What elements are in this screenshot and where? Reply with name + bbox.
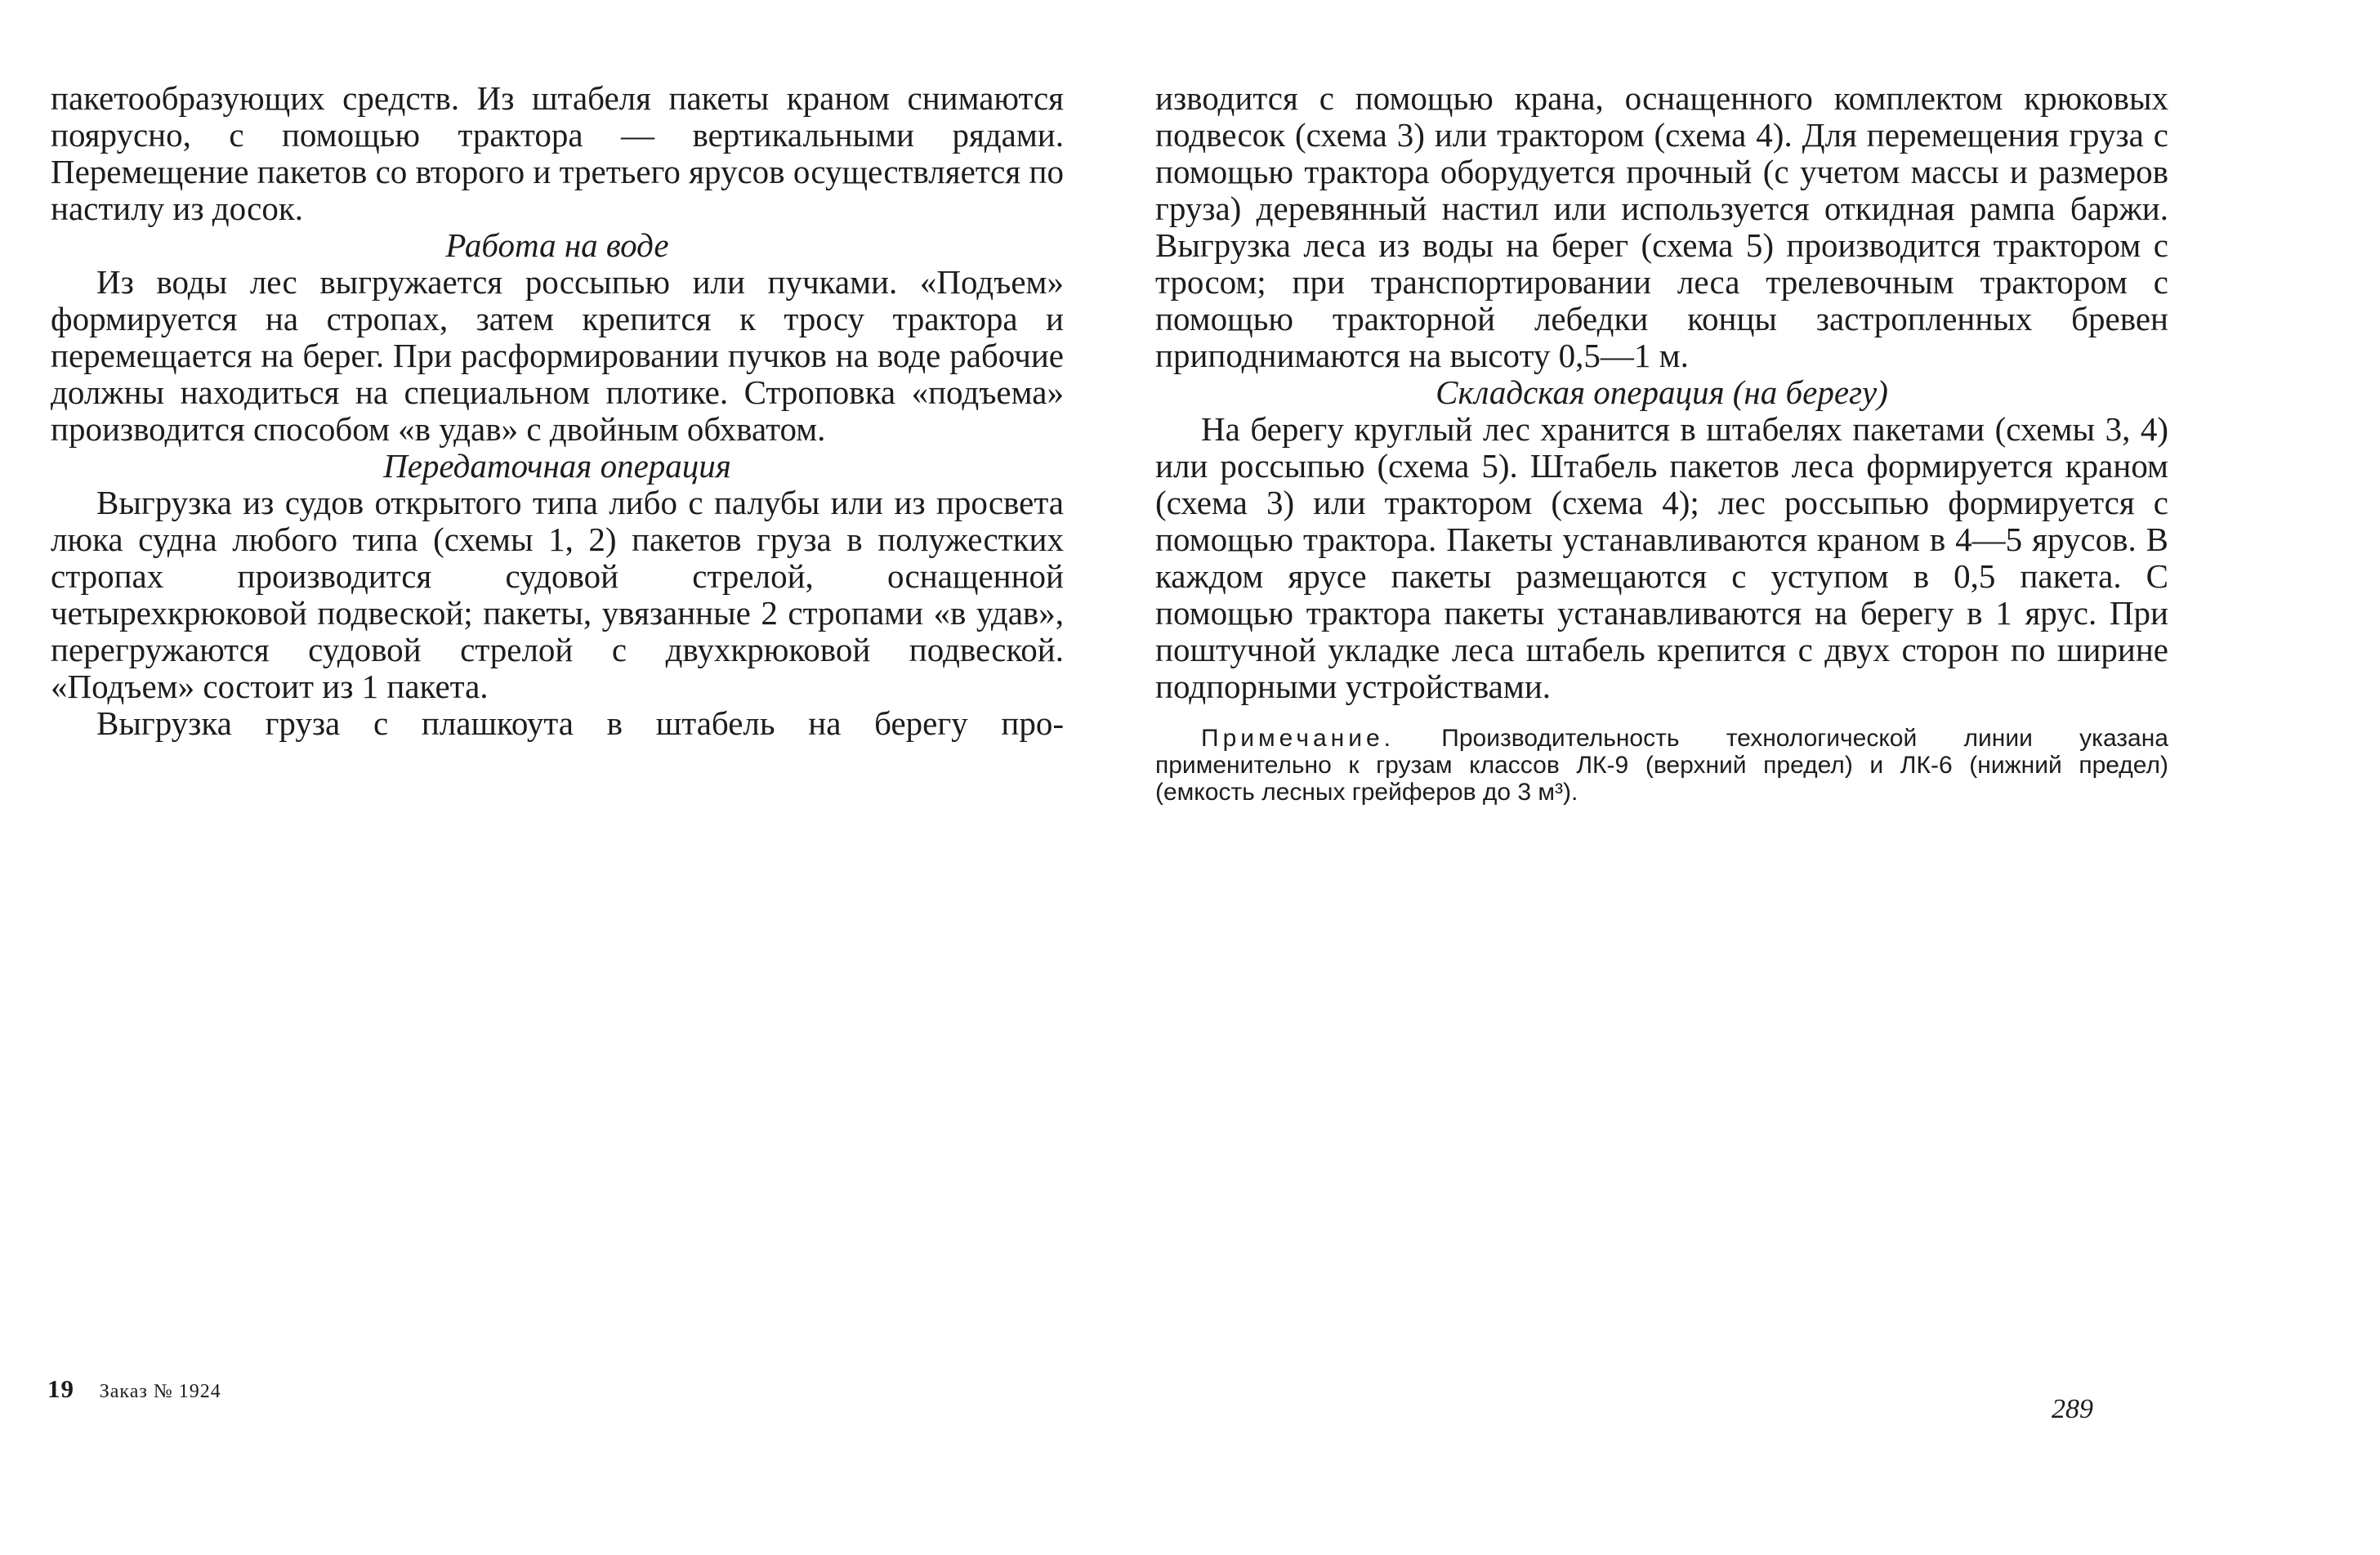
intro-paragraph: пакетообразующих средств. Из штабеля пакеты краном снимаются поярусно, с помощью трактора — вертикальными рядами. Перемещение пакетов со второго и третьего ярусов осуществляется по настилу из досок. xyxy=(51,79,1064,227)
warehouse-paragraph: На берегу круглый лес хранится в штабелях пакетами (схемы 3, 4) или россыпью (схема 5). Штабель пакетов леса формируется краном (схема 3) или трактором (схема 4); лес россыпью формируется с помощью трактора. Пакеты устанавливаются краном в 4—5 ярусов. В каждом ярусе пакеты размещаются с уступом в 0,5 пакета. С помощью трактора пакеты устанавливаются на берегу в 1 ярус. При поштучной укладке леса штабель крепится с двух сторон по ширине подпорными устройствами. xyxy=(1155,410,2168,705)
continuation-paragraph: изводится с помощью крана, оснащенного комплектом крюковых подвесок (схема 3) или трактором (схема 4). Для перемещения груза с помощью трактора оборудуется прочный (с учетом массы и размеров груза) деревянный настил или используется откидная рампа баржи. Выгрузка леса из воды на берег (схема 5) производится трактором с тросом; при транспортировании леса трелевочным трактором с помощью тракторной лебедки концы застропленных бревен приподнимаются на высоту 0,5—1 м. xyxy=(1155,79,2168,374)
left-column xyxy=(51,80,1064,742)
work-on-water-paragraph: Из воды лес выгружается россыпью или пучками. «Подъем» формируется на стропах, затем крепится к тросу трактора и перемещается на берег. При расформировании пучков на воде рабочие должны находиться на специальном плотике. Строповка «подъема» производится способом «в удав» с двойным обхватом. xyxy=(51,263,1064,448)
heading-transfer-operation: Передаточная операция xyxy=(383,447,731,485)
heading-warehouse-operation: Складская операция (на берегу) xyxy=(1436,373,1888,411)
transfer-paragraph-1: Выгрузка из судов открытого типа либо с палубы или из просвета люка судна любого типа (схемы 1, 2) пакетов груза в полужестких стропах производится судовой стрелой, оснащенной четырехкрюковой подвеской; пакеты, увязанные 2 стропами «в удав», перегружаются судовой стрелой с двухкрюковой подвеской. «Подъем» состоит из 1 пакета. xyxy=(51,484,1064,705)
note-label: Примечание. xyxy=(1201,725,1395,752)
order-number: Заказ № 1924 xyxy=(99,1381,221,1402)
note-text: Производительность технологической линии указана применительно к грузам классов ЛК-9 (верхний предел) и ЛК-6 (нижний предел) (емкость лесных грейферов до 3 м³). xyxy=(1155,725,2168,806)
print-signature xyxy=(47,1374,221,1404)
page-number: 289 xyxy=(2052,1394,2093,1424)
signature-number: 19 xyxy=(47,1374,74,1403)
right-column xyxy=(1155,80,2168,806)
heading-work-on-water: Работа на воде xyxy=(445,226,669,264)
note-paragraph xyxy=(1155,725,2168,806)
transfer-paragraph-2: Выгрузка груза с плашкоута в штабель на берегу про- xyxy=(96,704,1064,742)
